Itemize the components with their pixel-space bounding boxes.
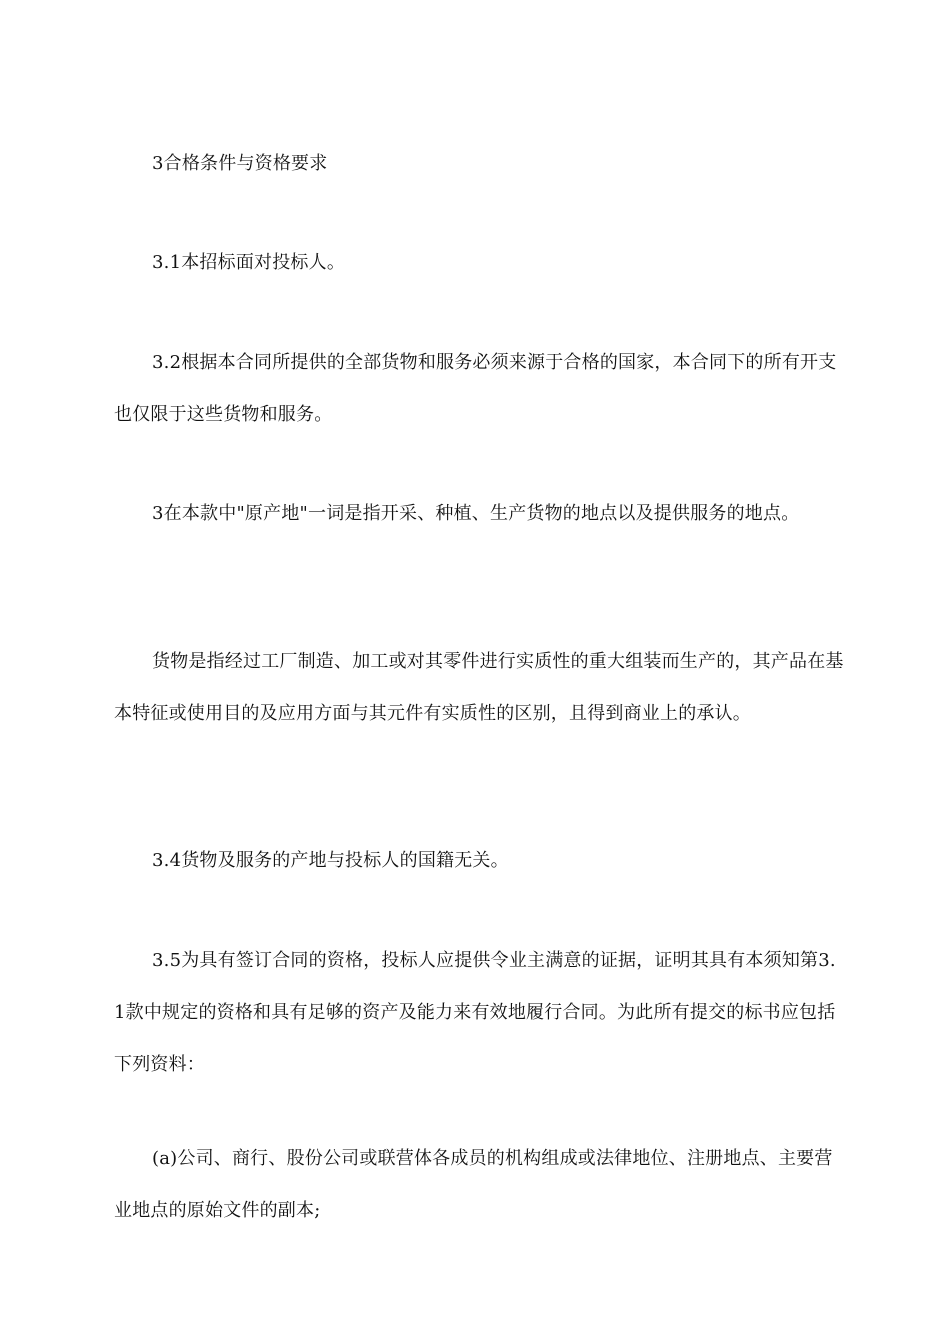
clause-3-5: 3.5为具有签订合同的资格，投标人应提供令业主满意的证据，证明其具有本须知第3.1款中规定的资格和具有足够的资产及能力来有效地履行合同。为此所有提交的标书应包括下列资料： bbox=[114, 950, 836, 1075]
section-heading-qualification: 3合格条件与资格要求 bbox=[152, 153, 328, 174]
goods-definition-paragraph: 货物是指经过工厂制造、加工或对其零件进行实质性的重大组装而生产的，其产品在基本特征或使用目的及应用方面与其元件有实质性的区别，且得到商业上的承认。 bbox=[114, 651, 844, 724]
clause-3-origin-definition: 3在本款中"原产地"一词是指开采、种植、生产货物的地点以及提供服务的地点。 bbox=[152, 503, 800, 524]
clause-3-4: 3.4货物及服务的产地与投标人的国籍无关。 bbox=[152, 850, 509, 871]
clause-3-5-item-a: (a)公司、商行、股份公司或联营体各成员的机构组成或法律地位、注册地点、主要营业地点的原始文件的副本; bbox=[114, 1148, 833, 1221]
clause-3-1: 3.1本招标面对投标人。 bbox=[152, 252, 346, 273]
clause-3-2: 3.2根据本合同所提供的全部货物和服务必须来源于合格的国家，本合同下的所有开支也仅限于这些货物和服务。 bbox=[114, 352, 837, 425]
